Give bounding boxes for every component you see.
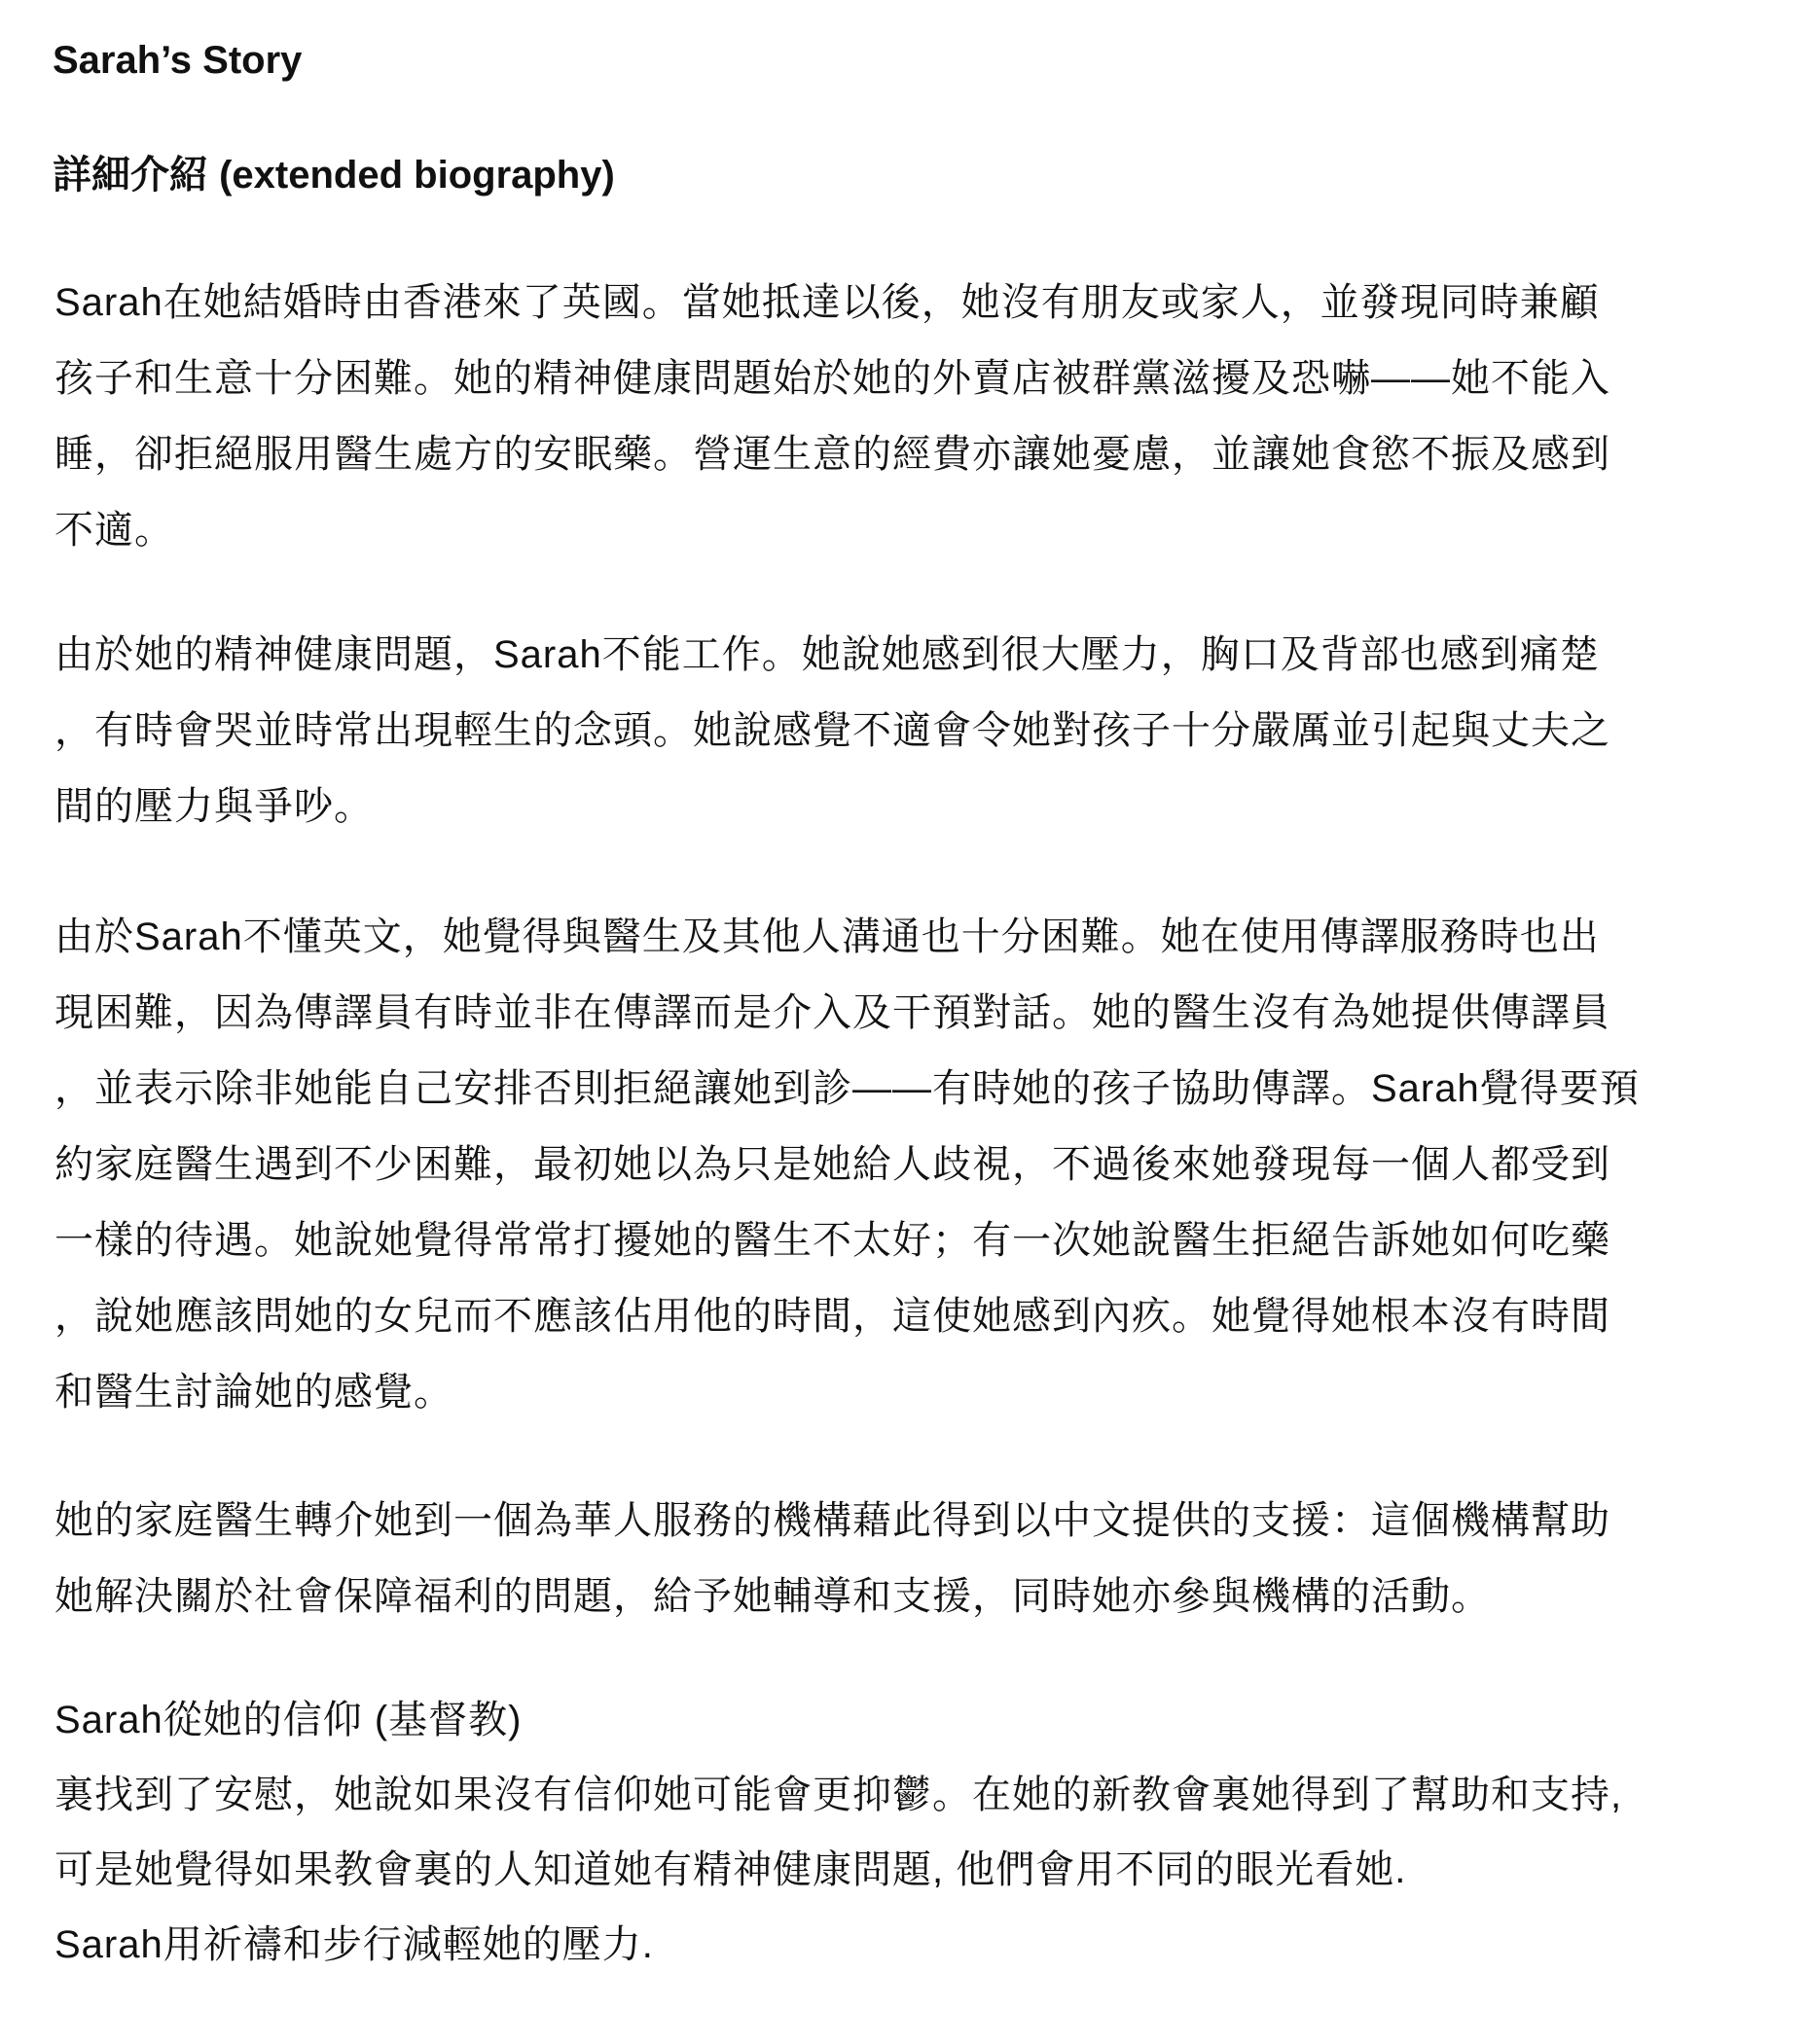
text-line: 可是她覺得如果教會裏的人知道她有精神健康問題, 他們會用不同的眼光看她.	[54, 1848, 1407, 1891]
text-line: 現困難，因為傳譯員有時並非在傳譯而是介入及干預對話。她的醫生沒有為她提供傳譯員	[54, 991, 1610, 1034]
text-line: 約家庭醫生遇到不少困難，最初她以為只是她給人歧視，不過後來她發現每一個人都受到	[54, 1143, 1610, 1186]
paragraph-communication	[54, 899, 1767, 1430]
text-line: ，並表示除非她能自己安排否則拒絕讓她到診——有時她的孩子協助傳譯。Sarah覺得要預	[54, 1067, 1640, 1110]
paragraph-background	[54, 265, 1767, 568]
text-line: 不適。	[54, 509, 174, 552]
text-line: 間的壓力與爭吵。	[54, 785, 374, 828]
paragraph-support	[54, 1483, 1767, 1634]
document-subtitle: 詳細介紹 (extended biography)	[53, 154, 615, 197]
text-line: Sarah在她結婚時由香港來了英國。當她抵達以後，她沒有朋友或家人，並發現同時兼顧	[54, 281, 1600, 324]
text-line: 和醫生討論她的感覺。	[54, 1371, 453, 1414]
text-line: Sarah從她的信仰 (基督教)	[54, 1699, 523, 1741]
text-line: 睡，卻拒絕服用醫生處方的安眠藥。營運生意的經費亦讓她憂慮，並讓她食慾不振及感到	[54, 433, 1610, 476]
text-line: 她的家庭醫生轉介她到一個為華人服務的機構藉此得到以中文提供的支援：這個機構幫助	[54, 1499, 1610, 1542]
paragraph-faith	[54, 1683, 1767, 1983]
text-line: 孩子和生意十分困難。她的精神健康問題始於她的外賣店被群黨滋擾及恐嚇——她不能入	[54, 357, 1610, 400]
paragraph-mental-health	[54, 617, 1767, 844]
text-line: 裏找到了安慰，她說如果沒有信仰她可能會更抑鬱。在她的新教會裏她得到了幫助和支持,	[54, 1774, 1623, 1816]
text-line: ，有時會哭並時常出現輕生的念頭。她說感覺不適會令她對孩子十分嚴厲並引起與丈夫之	[54, 709, 1610, 752]
text-line: 由於Sarah不懂英文，她覺得與醫生及其他人溝通也十分困難。她在使用傳譯服務時也出	[54, 915, 1600, 958]
text-line: 她解決關於社會保障福利的問題，給予她輔導和支援，同時她亦參與機構的活動。	[54, 1575, 1491, 1618]
text-line: 由於她的精神健康問題，Sarah不能工作。她說她感到很大壓力，胸口及背部也感到痛楚	[54, 633, 1600, 676]
text-line: Sarah用祈禱和步行減輕她的壓力.	[54, 1923, 654, 1966]
document-title: Sarah’s Story	[53, 39, 303, 82]
text-line: ，說她應該問她的女兒而不應該佔用他的時間，這使她感到內疚。她覺得她根本沒有時間	[54, 1295, 1610, 1338]
text-line: 一樣的待遇。她說她覺得常常打擾她的醫生不太好；有一次她說醫生拒絕告訴她如何吃藥	[54, 1219, 1610, 1262]
